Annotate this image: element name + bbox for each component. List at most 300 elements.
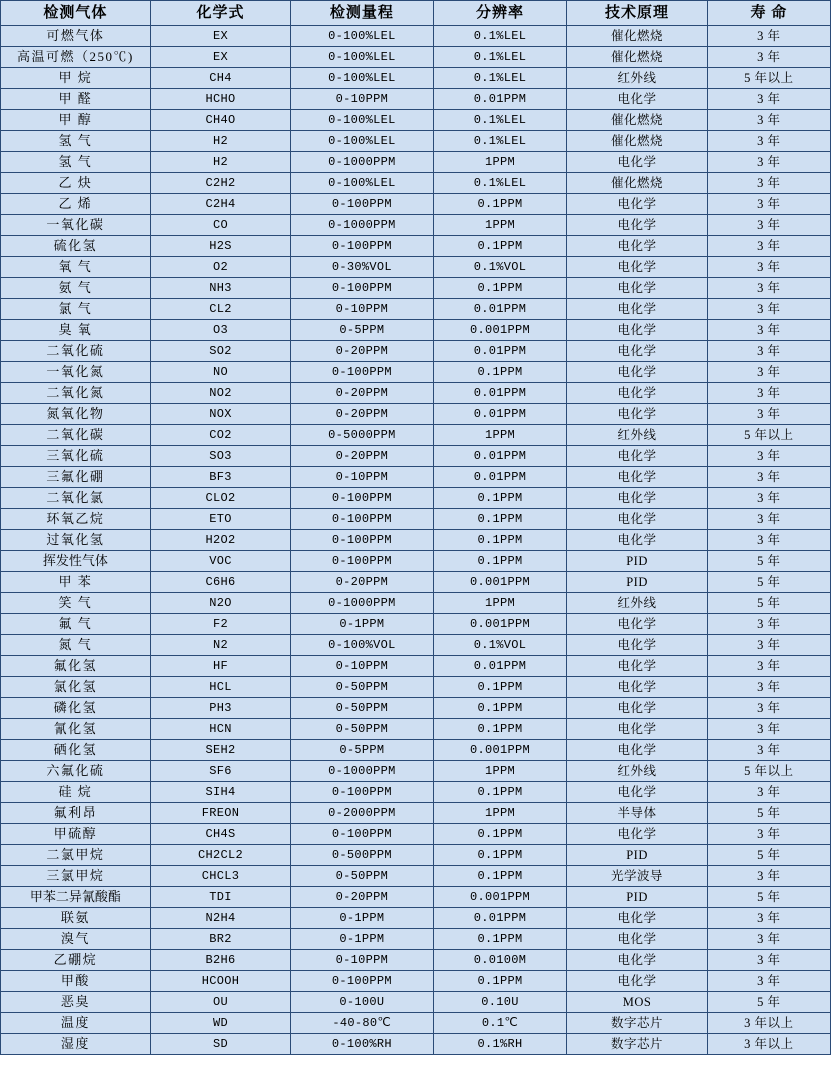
table-cell: 电化学 xyxy=(567,698,707,719)
table-cell: 1PPM xyxy=(433,215,567,236)
table-cell: 0.1PPM xyxy=(433,845,567,866)
table-cell: 3 年 xyxy=(707,131,830,152)
table-cell: NOX xyxy=(150,404,290,425)
table-cell: 光学波导 xyxy=(567,866,707,887)
table-cell: 磷化氢 xyxy=(1,698,151,719)
table-cell: 电化学 xyxy=(567,635,707,656)
table-cell: 电化学 xyxy=(567,404,707,425)
table-cell: 0.01PPM xyxy=(433,656,567,677)
table-row xyxy=(1,803,831,824)
table-cell: 湿度 xyxy=(1,1034,151,1055)
table-cell: C2H2 xyxy=(150,173,290,194)
column-header-principle: 技术原理 xyxy=(567,1,707,26)
table-cell: 0.1PPM xyxy=(433,236,567,257)
table-cell: H2 xyxy=(150,131,290,152)
table-cell: 催化燃烧 xyxy=(567,131,707,152)
table-row xyxy=(1,278,831,299)
table-cell: 电化学 xyxy=(567,152,707,173)
table-row xyxy=(1,467,831,488)
table-cell: 电化学 xyxy=(567,467,707,488)
table-cell: 0-1000PPM xyxy=(291,152,433,173)
table-cell: PID xyxy=(567,845,707,866)
table-cell: B2H6 xyxy=(150,950,290,971)
table-cell: 硅 烷 xyxy=(1,782,151,803)
table-row xyxy=(1,488,831,509)
table-row xyxy=(1,320,831,341)
table-cell: O3 xyxy=(150,320,290,341)
table-cell: ETO xyxy=(150,509,290,530)
table-row xyxy=(1,446,831,467)
table-cell: 氢 气 xyxy=(1,131,151,152)
table-row xyxy=(1,929,831,950)
table-cell: 0-100PPM xyxy=(291,971,433,992)
table-cell: 0-100PPM xyxy=(291,509,433,530)
table-cell: CHCL3 xyxy=(150,866,290,887)
table-cell: 环氧乙烷 xyxy=(1,509,151,530)
table-cell: 0-100PPM xyxy=(291,236,433,257)
table-cell: BR2 xyxy=(150,929,290,950)
column-header-gas: 检测气体 xyxy=(1,1,151,26)
table-cell: 红外线 xyxy=(567,593,707,614)
table-cell: 3 年 xyxy=(707,89,830,110)
table-row xyxy=(1,656,831,677)
table-cell: 1PPM xyxy=(433,593,567,614)
table-cell: 3 年 xyxy=(707,278,830,299)
table-cell: 1PPM xyxy=(433,152,567,173)
table-row xyxy=(1,68,831,89)
table-cell: 0-5PPM xyxy=(291,740,433,761)
table-cell: 3 年 xyxy=(707,971,830,992)
column-header-resolution: 分辨率 xyxy=(433,1,567,26)
table-cell: 氰化氢 xyxy=(1,719,151,740)
table-cell: 3 年 xyxy=(707,635,830,656)
table-cell: OU xyxy=(150,992,290,1013)
table-cell: MOS xyxy=(567,992,707,1013)
table-cell: 3 年 xyxy=(707,530,830,551)
table-cell: 0-1PPM xyxy=(291,614,433,635)
table-cell: 三氯甲烷 xyxy=(1,866,151,887)
table-cell: CO2 xyxy=(150,425,290,446)
table-cell: 甲 苯 xyxy=(1,572,151,593)
table-cell: SO2 xyxy=(150,341,290,362)
table-cell: 3 年 xyxy=(707,740,830,761)
table-cell: 电化学 xyxy=(567,362,707,383)
table-cell: 3 年 xyxy=(707,47,830,68)
table-cell: 氢 气 xyxy=(1,152,151,173)
table-cell: 3 年 xyxy=(707,866,830,887)
table-cell: 可燃气体 xyxy=(1,26,151,47)
table-cell: HCHO xyxy=(150,89,290,110)
table-cell: 3 年 xyxy=(707,152,830,173)
table-cell: 0.001PPM xyxy=(433,614,567,635)
table-cell: 5 年 xyxy=(707,593,830,614)
table-cell: F2 xyxy=(150,614,290,635)
table-cell: 0-500PPM xyxy=(291,845,433,866)
table-cell: 0.1PPM xyxy=(433,824,567,845)
table-cell: 0-1000PPM xyxy=(291,215,433,236)
table-cell: 氟利昂 xyxy=(1,803,151,824)
table-cell: 氯化氢 xyxy=(1,677,151,698)
table-cell: 0-2000PPM xyxy=(291,803,433,824)
table-row xyxy=(1,782,831,803)
table-cell: 0.1PPM xyxy=(433,929,567,950)
table-cell: 二氧化氮 xyxy=(1,383,151,404)
table-cell: 0-30%VOL xyxy=(291,257,433,278)
table-cell: 5 年 xyxy=(707,551,830,572)
table-cell: NO2 xyxy=(150,383,290,404)
table-cell: 臭 氧 xyxy=(1,320,151,341)
table-cell: 3 年 xyxy=(707,698,830,719)
table-cell: 0-5000PPM xyxy=(291,425,433,446)
table-cell: 红外线 xyxy=(567,68,707,89)
table-cell: 0-10PPM xyxy=(291,467,433,488)
table-cell: 0-100%LEL xyxy=(291,131,433,152)
table-row xyxy=(1,152,831,173)
table-cell: 1PPM xyxy=(433,761,567,782)
table-cell: 0-100%RH xyxy=(291,1034,433,1055)
table-cell: HCN xyxy=(150,719,290,740)
table-cell: 电化学 xyxy=(567,383,707,404)
table-cell: BF3 xyxy=(150,467,290,488)
table-cell: 二氧化硫 xyxy=(1,341,151,362)
table-cell: 0.001PPM xyxy=(433,572,567,593)
table-cell: 0-10PPM xyxy=(291,656,433,677)
table-cell: 3 年 xyxy=(707,362,830,383)
table-cell: 甲硫醇 xyxy=(1,824,151,845)
table-cell: 0-1PPM xyxy=(291,908,433,929)
table-cell: 3 年 xyxy=(707,173,830,194)
table-cell: 3 年 xyxy=(707,110,830,131)
table-cell: 3 年 xyxy=(707,26,830,47)
table-cell: 0.10U xyxy=(433,992,567,1013)
table-row xyxy=(1,383,831,404)
table-cell: 甲苯二异氰酸酯 xyxy=(1,887,151,908)
table-cell: 0.1PPM xyxy=(433,194,567,215)
table-cell: 电化学 xyxy=(567,656,707,677)
table-cell: 1PPM xyxy=(433,803,567,824)
table-cell: 0-1000PPM xyxy=(291,593,433,614)
table-cell: 0-100PPM xyxy=(291,362,433,383)
table-cell: 电化学 xyxy=(567,341,707,362)
table-cell: 红外线 xyxy=(567,425,707,446)
table-cell: 0.1PPM xyxy=(433,698,567,719)
table-cell: 氟 气 xyxy=(1,614,151,635)
table-cell: C2H4 xyxy=(150,194,290,215)
table-cell: 甲 烷 xyxy=(1,68,151,89)
table-cell: 0.1PPM xyxy=(433,719,567,740)
table-cell: O2 xyxy=(150,257,290,278)
table-cell: 0-100U xyxy=(291,992,433,1013)
table-cell: 0.1%LEL xyxy=(433,68,567,89)
table-cell: 3 年 xyxy=(707,929,830,950)
table-cell: 3 年 xyxy=(707,341,830,362)
table-cell: C6H6 xyxy=(150,572,290,593)
table-cell: 0-10PPM xyxy=(291,950,433,971)
table-cell: 0-1PPM xyxy=(291,929,433,950)
table-cell: 电化学 xyxy=(567,908,707,929)
table-cell: EX xyxy=(150,47,290,68)
table-cell: 乙 炔 xyxy=(1,173,151,194)
table-cell: 3 年 xyxy=(707,782,830,803)
table-cell: N2O xyxy=(150,593,290,614)
table-cell: 电化学 xyxy=(567,257,707,278)
table-row xyxy=(1,341,831,362)
table-cell: 0.01PPM xyxy=(433,341,567,362)
table-cell: CH4O xyxy=(150,110,290,131)
table-row xyxy=(1,89,831,110)
table-cell: 0.01PPM xyxy=(433,446,567,467)
table-cell: 5 年以上 xyxy=(707,425,830,446)
table-cell: PH3 xyxy=(150,698,290,719)
table-cell: 电化学 xyxy=(567,740,707,761)
table-cell: 电化学 xyxy=(567,719,707,740)
table-cell: SEH2 xyxy=(150,740,290,761)
table-cell: EX xyxy=(150,26,290,47)
table-cell: 5 年 xyxy=(707,845,830,866)
table-cell: 氨 气 xyxy=(1,278,151,299)
table-cell: 0-100%LEL xyxy=(291,26,433,47)
table-cell: 3 年 xyxy=(707,383,830,404)
table-cell: 过氧化氢 xyxy=(1,530,151,551)
table-cell: 催化燃烧 xyxy=(567,173,707,194)
table-cell: 0-100PPM xyxy=(291,782,433,803)
table-cell: 电化学 xyxy=(567,320,707,341)
table-row xyxy=(1,572,831,593)
table-cell: 甲 醇 xyxy=(1,110,151,131)
table-row xyxy=(1,866,831,887)
table-cell: H2 xyxy=(150,152,290,173)
table-cell: 5 年 xyxy=(707,887,830,908)
table-cell: 0.001PPM xyxy=(433,887,567,908)
table-cell: 0.1PPM xyxy=(433,488,567,509)
table-cell: 电化学 xyxy=(567,677,707,698)
table-row xyxy=(1,950,831,971)
table-cell: 0-100PPM xyxy=(291,278,433,299)
table-cell: 0.1PPM xyxy=(433,677,567,698)
table-cell: 3 年 xyxy=(707,215,830,236)
table-cell: 硒化氢 xyxy=(1,740,151,761)
table-cell: PID xyxy=(567,551,707,572)
table-cell: TDI xyxy=(150,887,290,908)
table-cell: 乙 烯 xyxy=(1,194,151,215)
table-row xyxy=(1,1013,831,1034)
table-cell: 0.1PPM xyxy=(433,362,567,383)
table-cell: 电化学 xyxy=(567,824,707,845)
table-cell: 0-50PPM xyxy=(291,719,433,740)
table-cell: H2O2 xyxy=(150,530,290,551)
table-cell: 0.1PPM xyxy=(433,530,567,551)
table-row xyxy=(1,47,831,68)
table-cell: 0-100%LEL xyxy=(291,68,433,89)
table-cell: 3 年 xyxy=(707,656,830,677)
table-row xyxy=(1,257,831,278)
table-cell: PID xyxy=(567,572,707,593)
table-cell: FREON xyxy=(150,803,290,824)
table-row xyxy=(1,614,831,635)
table-cell: 0.01PPM xyxy=(433,908,567,929)
table-cell: 3 年 xyxy=(707,194,830,215)
table-cell: 电化学 xyxy=(567,194,707,215)
table-cell: 0-1000PPM xyxy=(291,761,433,782)
table-cell: 0-100PPM xyxy=(291,824,433,845)
table-cell: 0.1PPM xyxy=(433,509,567,530)
table-cell: 0.01PPM xyxy=(433,404,567,425)
table-cell: 0-50PPM xyxy=(291,677,433,698)
table-cell: CH2CL2 xyxy=(150,845,290,866)
table-cell: 5 年 xyxy=(707,992,830,1013)
table-cell: 3 年 xyxy=(707,236,830,257)
table-header-row xyxy=(1,1,831,26)
table-cell: 3 年 xyxy=(707,719,830,740)
table-cell: SO3 xyxy=(150,446,290,467)
table-cell: 0-10PPM xyxy=(291,89,433,110)
table-cell: 氯 气 xyxy=(1,299,151,320)
table-row xyxy=(1,425,831,446)
table-cell: 甲 醛 xyxy=(1,89,151,110)
table-cell: PID xyxy=(567,887,707,908)
table-cell: N2 xyxy=(150,635,290,656)
table-cell: 3 年 xyxy=(707,257,830,278)
table-cell: 一氧化氮 xyxy=(1,362,151,383)
table-cell: CL2 xyxy=(150,299,290,320)
table-cell: 电化学 xyxy=(567,278,707,299)
table-cell: 0-20PPM xyxy=(291,404,433,425)
table-cell: 5 年以上 xyxy=(707,761,830,782)
table-cell: 电化学 xyxy=(567,89,707,110)
table-cell: 5 年 xyxy=(707,803,830,824)
table-row xyxy=(1,593,831,614)
table-cell: 氧 气 xyxy=(1,257,151,278)
table-row xyxy=(1,635,831,656)
table-cell: CO xyxy=(150,215,290,236)
table-cell: 0-5PPM xyxy=(291,320,433,341)
table-cell: 3 年 xyxy=(707,677,830,698)
table-cell: 0-10PPM xyxy=(291,299,433,320)
table-cell: SIH4 xyxy=(150,782,290,803)
table-row xyxy=(1,992,831,1013)
table-cell: HCL xyxy=(150,677,290,698)
table-cell: 0.1%LEL xyxy=(433,173,567,194)
table-cell: 电化学 xyxy=(567,971,707,992)
table-cell: 0.01PPM xyxy=(433,299,567,320)
table-cell: 0-100%LEL xyxy=(291,47,433,68)
table-cell: CH4S xyxy=(150,824,290,845)
table-cell: 3 年 xyxy=(707,488,830,509)
table-cell: 0-100%LEL xyxy=(291,173,433,194)
table-row xyxy=(1,173,831,194)
table-cell: 0-100PPM xyxy=(291,551,433,572)
table-row xyxy=(1,110,831,131)
table-cell: 3 年 xyxy=(707,950,830,971)
table-cell: 笑 气 xyxy=(1,593,151,614)
table-cell: 氮氧化物 xyxy=(1,404,151,425)
table-cell: 3 年以上 xyxy=(707,1013,830,1034)
table-cell: 挥发性气体 xyxy=(1,551,151,572)
table-row xyxy=(1,677,831,698)
table-cell: 0-20PPM xyxy=(291,887,433,908)
table-cell: SF6 xyxy=(150,761,290,782)
table-cell: 联氨 xyxy=(1,908,151,929)
table-cell: 电化学 xyxy=(567,929,707,950)
table-cell: SD xyxy=(150,1034,290,1055)
table-cell: 硫化氢 xyxy=(1,236,151,257)
table-cell: 0.1%LEL xyxy=(433,131,567,152)
table-cell: HF xyxy=(150,656,290,677)
table-row xyxy=(1,236,831,257)
table-cell: 电化学 xyxy=(567,782,707,803)
table-cell: 0.1%RH xyxy=(433,1034,567,1055)
table-cell: 三氟化硼 xyxy=(1,467,151,488)
table-cell: 3 年 xyxy=(707,446,830,467)
table-cell: 0.0100M xyxy=(433,950,567,971)
table-cell: 二氧化碳 xyxy=(1,425,151,446)
table-cell: 0.1%LEL xyxy=(433,26,567,47)
table-cell: 5 年以上 xyxy=(707,68,830,89)
table-cell: 电化学 xyxy=(567,950,707,971)
table-cell: 0.01PPM xyxy=(433,89,567,110)
table-cell: 0.1PPM xyxy=(433,278,567,299)
table-cell: 0.1PPM xyxy=(433,782,567,803)
table-row xyxy=(1,26,831,47)
table-row xyxy=(1,215,831,236)
table-cell: 3 年 xyxy=(707,404,830,425)
table-cell: 甲酸 xyxy=(1,971,151,992)
table-cell: 氟化氢 xyxy=(1,656,151,677)
table-cell: 0-50PPM xyxy=(291,698,433,719)
table-cell: 3 年 xyxy=(707,614,830,635)
table-cell: 电化学 xyxy=(567,614,707,635)
table-cell: 5 年 xyxy=(707,572,830,593)
table-cell: 电化学 xyxy=(567,488,707,509)
table-cell: 电化学 xyxy=(567,446,707,467)
table-row xyxy=(1,761,831,782)
table-cell: 0.1%LEL xyxy=(433,110,567,131)
table-cell: 六氟化硫 xyxy=(1,761,151,782)
table-cell: 电化学 xyxy=(567,236,707,257)
table-cell: 3 年 xyxy=(707,908,830,929)
table-cell: CH4 xyxy=(150,68,290,89)
table-cell: 0.1PPM xyxy=(433,866,567,887)
table-cell: 二氯甲烷 xyxy=(1,845,151,866)
table-cell: N2H4 xyxy=(150,908,290,929)
table-cell: 电化学 xyxy=(567,530,707,551)
table-cell: 0.1PPM xyxy=(433,971,567,992)
table-row xyxy=(1,698,831,719)
column-header-lifetime: 寿 命 xyxy=(707,1,830,26)
table-cell: 3 年 xyxy=(707,509,830,530)
table-cell: 3 年 xyxy=(707,320,830,341)
column-header-formula: 化学式 xyxy=(150,1,290,26)
table-cell: 三氧化硫 xyxy=(1,446,151,467)
table-cell: 0.1%VOL xyxy=(433,635,567,656)
table-cell: 0.1PPM xyxy=(433,551,567,572)
table-cell: VOC xyxy=(150,551,290,572)
table-cell: WD xyxy=(150,1013,290,1034)
table-row xyxy=(1,530,831,551)
table-cell: 0.01PPM xyxy=(433,383,567,404)
table-row xyxy=(1,845,831,866)
table-cell: 0.01PPM xyxy=(433,467,567,488)
table-row xyxy=(1,362,831,383)
table-cell: 0-100PPM xyxy=(291,194,433,215)
table-cell: 0.1℃ xyxy=(433,1013,567,1034)
table-cell: 0.001PPM xyxy=(433,320,567,341)
table-cell: 乙硼烷 xyxy=(1,950,151,971)
table-row xyxy=(1,908,831,929)
table-row xyxy=(1,551,831,572)
table-cell: 0.1%LEL xyxy=(433,47,567,68)
table-cell: 0-20PPM xyxy=(291,383,433,404)
